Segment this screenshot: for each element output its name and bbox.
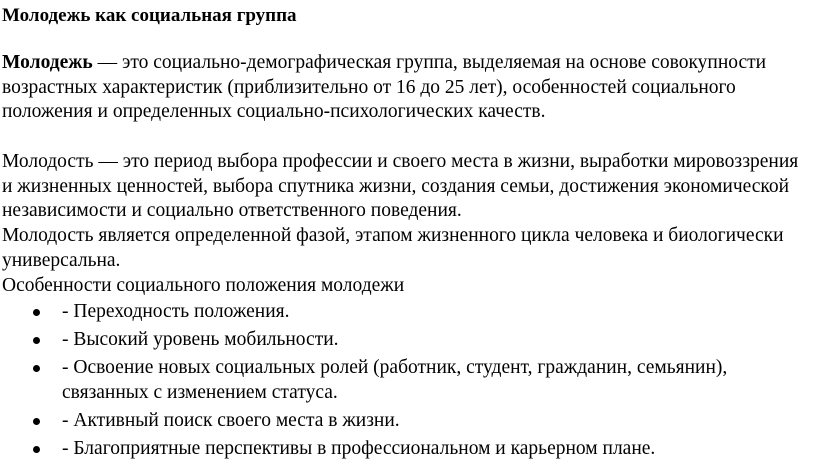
definition-paragraph: [2, 51, 812, 125]
list-item-text: - Благоприятные перспективы в профессиональном и карьерном плане.: [62, 437, 656, 459]
list-item-text: - Высокий уровень мобильности.: [62, 329, 339, 350]
bullet-icon: [33, 365, 40, 372]
bullet-icon: [33, 309, 40, 316]
list-item: [0, 300, 816, 325]
definition-term: Молодежь: [2, 52, 93, 73]
features-list: [0, 300, 816, 465]
list-item: [0, 328, 816, 353]
document-title: Молодежь как социальная группа: [2, 5, 297, 26]
bullet-icon: [33, 418, 40, 425]
list-item: [0, 409, 816, 434]
list-item: [0, 437, 816, 462]
life-phase-paragraph: Молодость является определенной фазой, этапом жизненного цикла человека и биологически универсальна.: [2, 225, 784, 271]
youth-period-paragraph: Молодость — это период выбора профессии и своего места в жизни, выработки мировоззрения и жизненных ценностей, выбора спутника жизни, создания семьи, достижения экономической независимости и социально ответственного поведения.: [2, 151, 799, 221]
list-item: [0, 356, 816, 405]
features-heading: Особенности социального положения молодежи: [2, 275, 405, 296]
bullet-icon: [33, 337, 40, 344]
bullet-icon: [33, 446, 40, 453]
list-item-text: - Освоение новых социальных ролей (работник, студент, гражданин, семьянин), связанных с изменением статуса.: [62, 357, 728, 403]
definition-text: — это социально-демографическая группа, выделяемая на основе совокупности возрастных характеристик (приблизительно от 16 до 25 лет), особенностей социального положения и определенных социально-психологических качеств.: [2, 52, 767, 122]
list-item-text: - Переходность положения.: [62, 301, 290, 322]
list-item-text: - Активный поиск своего места в жизни.: [62, 409, 400, 431]
